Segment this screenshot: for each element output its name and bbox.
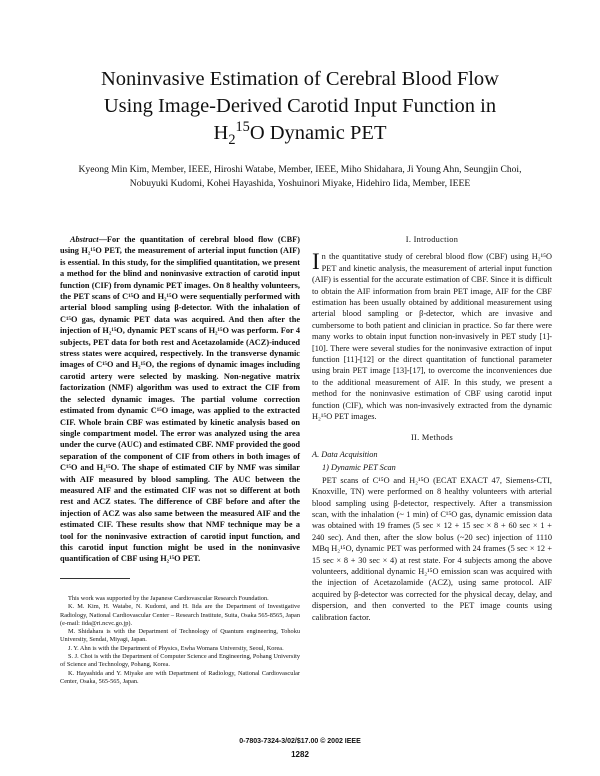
subsection-heading: A. Data Acquisition [312, 449, 378, 459]
abstract-text: —For the quantitation of cerebral blood flow (CBF) using H₂¹⁵O PET, the measurement of arterial input function (AIF) is essential. In this study, for the simplified quantitation, we present a method for the blind and noninvasive extraction of carotid input function (CIF) from dynamic PET images. On 8 healthy volunteers, the PET scans of C¹⁵O and H₂¹⁵O were sequentially performed with arterial blood sampling using β-detector. With the inhalation of C¹⁵O gas, dynamic PET data was acquired. And then after the injection of H₂¹⁵O, dynamic PET scans of H₂¹⁵O was perform. For 4 subjects, PET data for both rest and Acetazolamide (ACZ)-induced stress states were acquired, respectively. In the transverse dynamic images of C¹⁵O and H₂¹⁵O, the regions of dynamic images including carotid artery were selected by masking. Non-negative matrix factorization (NMF) algorithm was used to extract the CIF from the selected dynamic images. The partial volume correction estimated from dynamic C¹⁵O image, was applied to the extracted CIF. Whole brain CBF was estimated by kinetic analysis based on single compartment model. The error was analyzed using the area under the curve (AUC) and estimated CBF. NMF provided the good separation of the component of CIF from others in both images of C¹⁵O and H₂¹⁵O. The shape of estimated CIF by NMF was similar with AIF measured by blood sampling. The AUC between the measured AIF and the estimated CIF was not so different at both rest and ACZ states. The difference of CBF before and after the injection of ACZ was also same between the measured AIF and the estimated CIF. These results show that NMF technique may be a tool for the noninvasive extraction of carotid input function, and this carotid input function might be used in the noninvasive quantification of CBF using H₂¹⁵O PET. [60, 235, 300, 564]
footnote: K. Hayashida and Y. Miyake are with Department of Radiology, National Cardiovascular Center, Osaka, 565-565, Japan. [60, 669, 300, 685]
introduction-text: n the quantitative study of cerebral blood flow (CBF) using H₂¹⁵O PET and kinetic analysis, the measurement of arterial input function (AIF) is essential for the accurate estimation of CBF. Since it is difficult to obtain the AIF information from brain PET image, AIF for the CBF estimation has been usually obtained by additional measurement using arterial blood sampling or β-detector, which are invasive and cumbersome to both patient and clinician in practice. So far there were many works to obtain input function non-invasively in PET study [1]-[10]. There were several studies for the noninvasive extraction of input function [11]-[12] or the direct quantitation of functional parameter using brain PET image [13]-[17], to overcome the inconveniences due to the additional measurement of AIF. In this study, we present a method for the noninvasive estimation of CBF using carotid input function (CIF), which was non-invasively extracted from the dynamic H₂¹⁵O PET images. [312, 252, 552, 422]
footnote: This work was supported by the Japanese Cardiovascular Research Foundation. [68, 595, 269, 602]
section-heading-methods: II. Methods [410, 432, 453, 442]
footnotes [60, 578, 300, 686]
right-column [312, 234, 552, 623]
footnote: K. M. Kim, H. Watabe, N. Kudomi, and H. Iida are the Department of Investigative Radiology, National Cardiovascular Center – Research Institute, Suita, Osaka 565-8565, Japan (e-mail: iida@ri.ncvc.go.jp). [60, 603, 300, 627]
copyright-line: 0-7803-7324-3/02/$17.00 © 2002 IEEE [239, 738, 361, 745]
title-line-3: $H_2^{15}O$ Dynamic PET [213, 119, 387, 149]
footnote-divider [60, 578, 130, 579]
methods-paragraph: PET scans of C¹⁵O and H₂¹⁵O (ECAT EXACT 47, Siemens-CTI, Knoxville, TN) were performed on 8 healthy volunteers with arterial blood sampling using β-detector, respectively. After a transmission scan, with the inhalation (~ 1 min) of C¹⁵O gas, dynamic emission data was obtained with 19 frames (5 sec × 12 + 15 sec × 8 + 60 sec × 1 + 240 sec). And then, after the slow bolus (~20 sec) injection of 1110 MBq H₂¹⁵O, dynamic PET was performed with 24 frames (5 sec × 12 + 15 sec × 8 + 30 sec × 4) at rest state. For 4 subjects among the above volunteers, additional dynamic H₂¹⁵O emission scan was acquired with the injection of Acetazolamide (ACZ), using same protocol. AIF acquired by β-detector was corrected for the physical decay, delay, and dispersion, and then converted to the PET image counts using calibration factor. [312, 475, 552, 622]
abstract-lead: Abstract [70, 235, 99, 244]
drop-cap: I [312, 249, 320, 275]
section-heading-introduction: I. Introduction [405, 235, 459, 244]
title-line-2: Using Image-Derived Carotid Input Function in [103, 95, 497, 117]
left-column [60, 234, 300, 565]
page-number: 1282 [291, 750, 309, 759]
introduction-paragraph [312, 251, 552, 422]
subsubsection-heading: 1) Dynamic PET Scan [322, 463, 396, 473]
author-list: Kyeong Min Kim, Member, IEEE, Hiroshi Watabe, Member, IEEE, Miho Shidahara, Ji Young Ahn, Seungjin Choi, Nobuyuki Kudomi, Kohei Hayashida, Yoshuinori Miyake, Hidehiro Iida, Member, IEEE [78, 164, 522, 189]
abstract [60, 234, 300, 565]
title-line-1: Noninvasive Estimation of Cerebral Blood Flow [101, 68, 499, 90]
footnote: J. Y. Ahn is with the Department of Physics, Ewha Womans University, Seoul, Korea. [68, 644, 284, 652]
footnote: M. Shidahara is with the Department of Technology of Quantum engineering, Tohoku University, Sendai, Miyagi, Japan. [60, 628, 300, 644]
footnote: S. J. Choi is with the Department of Computer Science and Engineering, Pohang University of Science and Technology, Pohang, Korea. [60, 653, 300, 669]
paper-title [40, 66, 560, 147]
